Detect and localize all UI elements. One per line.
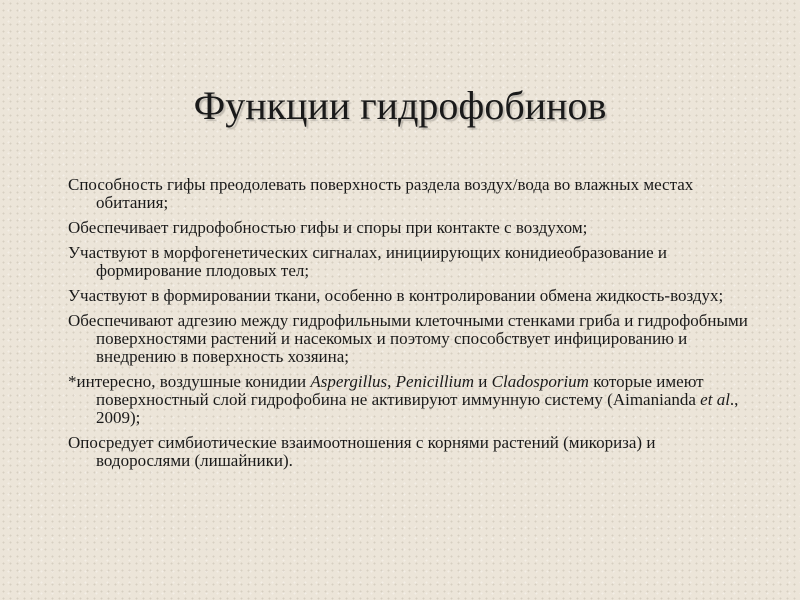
- bullet-list: [68, 176, 748, 477]
- note-text-part1: *интересно, воздушные конидии: [68, 372, 311, 391]
- bullet-item-air-water-interface: Способность гифы преодолевать поверхность раздела воздух/вода во влажных местах обитания;: [68, 175, 694, 212]
- bullet-item-tissue-formation: Участвуют в формировании ткани, особенно в контролировании обмена жидкость-воздух;: [68, 286, 724, 305]
- note-separator-1: ,: [387, 372, 396, 391]
- slide-title: Функции гидрофобинов: [193, 83, 607, 128]
- bullet-item-hydrophobicity: Обеспечивает гидрофобностью гифы и споры при контакте с воздухом;: [68, 218, 588, 237]
- note-separator-2: и: [474, 372, 492, 391]
- bullet-item-symbiosis: Опосредует симбиотические взаимоотношения с корнями растений (микориза) и водорослями (лишайники).: [68, 433, 656, 470]
- note-text-part2: которые имеют поверхностный слой гидрофобина не активируют иммунную систему (Aimanianda: [96, 372, 704, 409]
- note-text-part3: ., 2009);: [96, 390, 739, 427]
- bullet-item-conidia-note: [68, 373, 748, 427]
- bullet-item-morphogenetic-signals: Участвуют в морфогенетических сигналах, инициирующих конидиеобразование и формирование плодовых тел;: [68, 243, 667, 280]
- bullet-item-adhesion: Обеспечивают адгезию между гидрофильными клеточными стенками гриба и гидрофобными поверхностями растений и насекомых и поэтому способствует инфицированию и внедрению в поверхность хозяина;: [68, 311, 748, 366]
- genus-aspergillus: Aspergillus: [310, 372, 388, 391]
- genus-cladosporium: Cladosporium: [491, 372, 589, 391]
- genus-penicillium: Penicillium: [395, 372, 475, 391]
- citation-et-al: et al: [700, 390, 730, 409]
